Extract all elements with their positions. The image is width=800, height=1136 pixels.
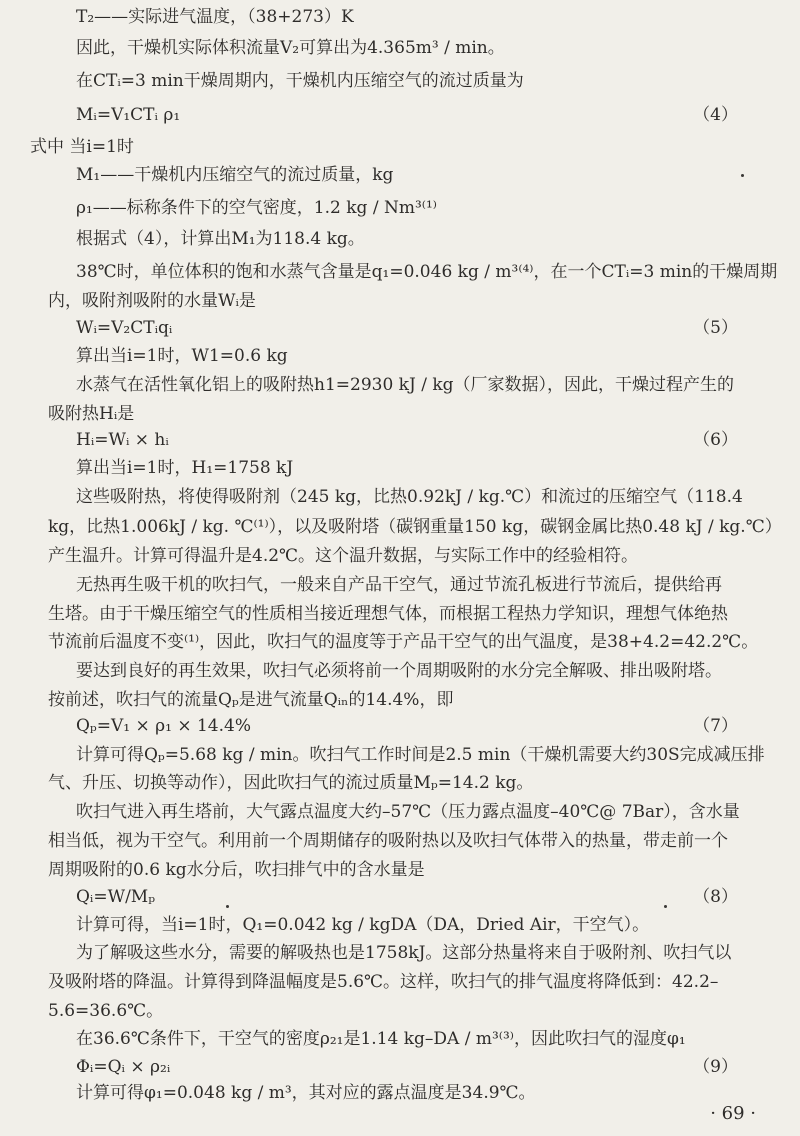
text-line: 计算可得φ₁=0.048 kg / m³，其对应的露点温度是34.9℃。 — [76, 1083, 536, 1103]
text-line: 根据式（4），计算出M₁为118.4 kg。 — [76, 229, 365, 249]
speck-mark — [741, 174, 744, 177]
text-line: 按前述，吹扫气的流量Qₚ是进气流量Qᵢₙ的14.4%，即 — [48, 690, 454, 710]
equation-number: （7） — [693, 716, 738, 736]
text-line: 要达到良好的再生效果，吹扫气必须将前一个周期吸附的水分完全解吸、排出吸附塔。 — [76, 661, 722, 681]
text-line: ρ₁——标称条件下的空气密度，1.2 kg / Nm³⁽¹⁾ — [76, 198, 437, 218]
text-line: 算出当i=1时，H₁=1758 kJ — [76, 458, 294, 478]
equation-line: Φᵢ=Qᵢ × ρ₂ᵢ — [76, 1057, 171, 1077]
equation-number: （8） — [693, 887, 738, 907]
text-line: 水蒸气在活性氧化铝上的吸附热h1=2930 kJ / kg（厂家数据），因此，干燥过程产生的 — [76, 375, 735, 395]
text-line: 计算可得，当i=1时，Q₁=0.042 kg / kgDA（DA，Dried Air，干空气）。 — [76, 915, 650, 935]
equation-line: Mᵢ=V₁CTᵢ ρ₁ — [76, 105, 181, 125]
page-number: · 69 · — [710, 1103, 756, 1124]
text-line: kg，比热1.006kJ / kg. ℃⁽¹⁾），以及吸附塔（碳钢重量150 kg，碳钢金属比热0.48 kJ / kg.℃） — [48, 517, 782, 537]
text-line: M₁——干燥机内压缩空气的流过质量，kg — [76, 165, 394, 185]
text-line: 产生温升。计算可得温升是4.2℃。这个温升数据，与实际工作中的经验相符。 — [48, 546, 639, 566]
equation-line: Qₚ=V₁ × ρ₁ × 14.4% — [76, 716, 251, 736]
text-line: 相当低，视为干空气。利用前一个周期储存的吸附热以及吹扫气体带入的热量，带走前一个 — [48, 831, 728, 851]
text-line: 及吸附塔的降温。计算得到降温幅度是5.6℃。这样，吹扫气的排气温度将降低到：42.2– — [48, 972, 719, 992]
text-line: 因此，干燥机实际体积流量V₂可算出为4.365m³ / min。 — [76, 38, 505, 58]
text-line: 无热再生吸干机的吹扫气，一般来自产品干空气，通过节流孔板进行节流后，提供给再 — [76, 575, 722, 595]
text-line: 节流前后温度不变⁽¹⁾，因此，吹扫气的温度等于产品干空气的出气温度，是38+4.2=42.2℃。 — [48, 632, 759, 652]
speck-mark — [664, 905, 667, 908]
text-line: 周期吸附的0.6 kg水分后，吹扫排气中的含水量是 — [48, 860, 425, 880]
text-line: 在36.6℃条件下，干空气的密度ρ₂₁是1.14 kg–DA / m³⁽³⁾，因此吹扫气的湿度φ₁ — [76, 1029, 686, 1049]
text-line: T₂——实际进气温度，（38+273）K — [76, 7, 354, 27]
equation-number: （6） — [693, 430, 738, 450]
text-line: 计算可得Qₚ=5.68 kg / min。吹扫气工作时间是2.5 min（干燥机需要大约30S完成减压排 — [76, 745, 765, 765]
text-line: 气、升压、切换等动作），因此吹扫气的流过质量Mₚ=14.2 kg。 — [48, 773, 534, 793]
text-line: 式中 当i=1时 — [30, 137, 134, 157]
text-line: 5.6=36.6℃。 — [48, 1001, 164, 1021]
text-line: 内，吸附剂吸附的水量Wᵢ是 — [48, 291, 256, 311]
text-line: 为了解吸这些水分，需要的解吸热也是1758kJ。这部分热量将来自于吸附剂、吹扫气以 — [76, 943, 732, 963]
text-line: 在CTᵢ=3 min干燥周期内，干燥机内压缩空气的流过质量为 — [76, 71, 524, 91]
text-line: 生塔。由于干燥压缩空气的性质相当接近理想气体，而根据工程热力学知识，理想气体绝热 — [48, 604, 728, 624]
equation-number: （5） — [693, 318, 738, 338]
text-line: 吸附热Hᵢ是 — [48, 404, 135, 424]
text-line: 算出当i=1时，W1=0.6 kg — [76, 346, 288, 366]
equation-line: Qᵢ=W/Mₚ — [76, 887, 156, 907]
text-line: 吹扫气进入再生塔前，大气露点温度大约–57℃（压力露点温度–40℃@ 7Bar），含水量 — [76, 802, 740, 822]
equation-line: Hᵢ=Wᵢ × hᵢ — [76, 430, 169, 450]
equation-line: Wᵢ=V₂CTᵢqᵢ — [76, 318, 173, 338]
text-line: 38℃时，单位体积的饱和水蒸气含量是q₁=0.046 kg / m³⁽⁴⁾，在一个CTᵢ=3 min的干燥周期 — [76, 262, 778, 282]
equation-number: （4） — [693, 105, 738, 125]
text-line: 这些吸附热，将使得吸附剂（245 kg，比热0.92kJ / kg.℃）和流过的压缩空气（118.4 — [76, 487, 743, 507]
equation-number: （9） — [693, 1057, 738, 1077]
speck-mark — [226, 905, 229, 908]
